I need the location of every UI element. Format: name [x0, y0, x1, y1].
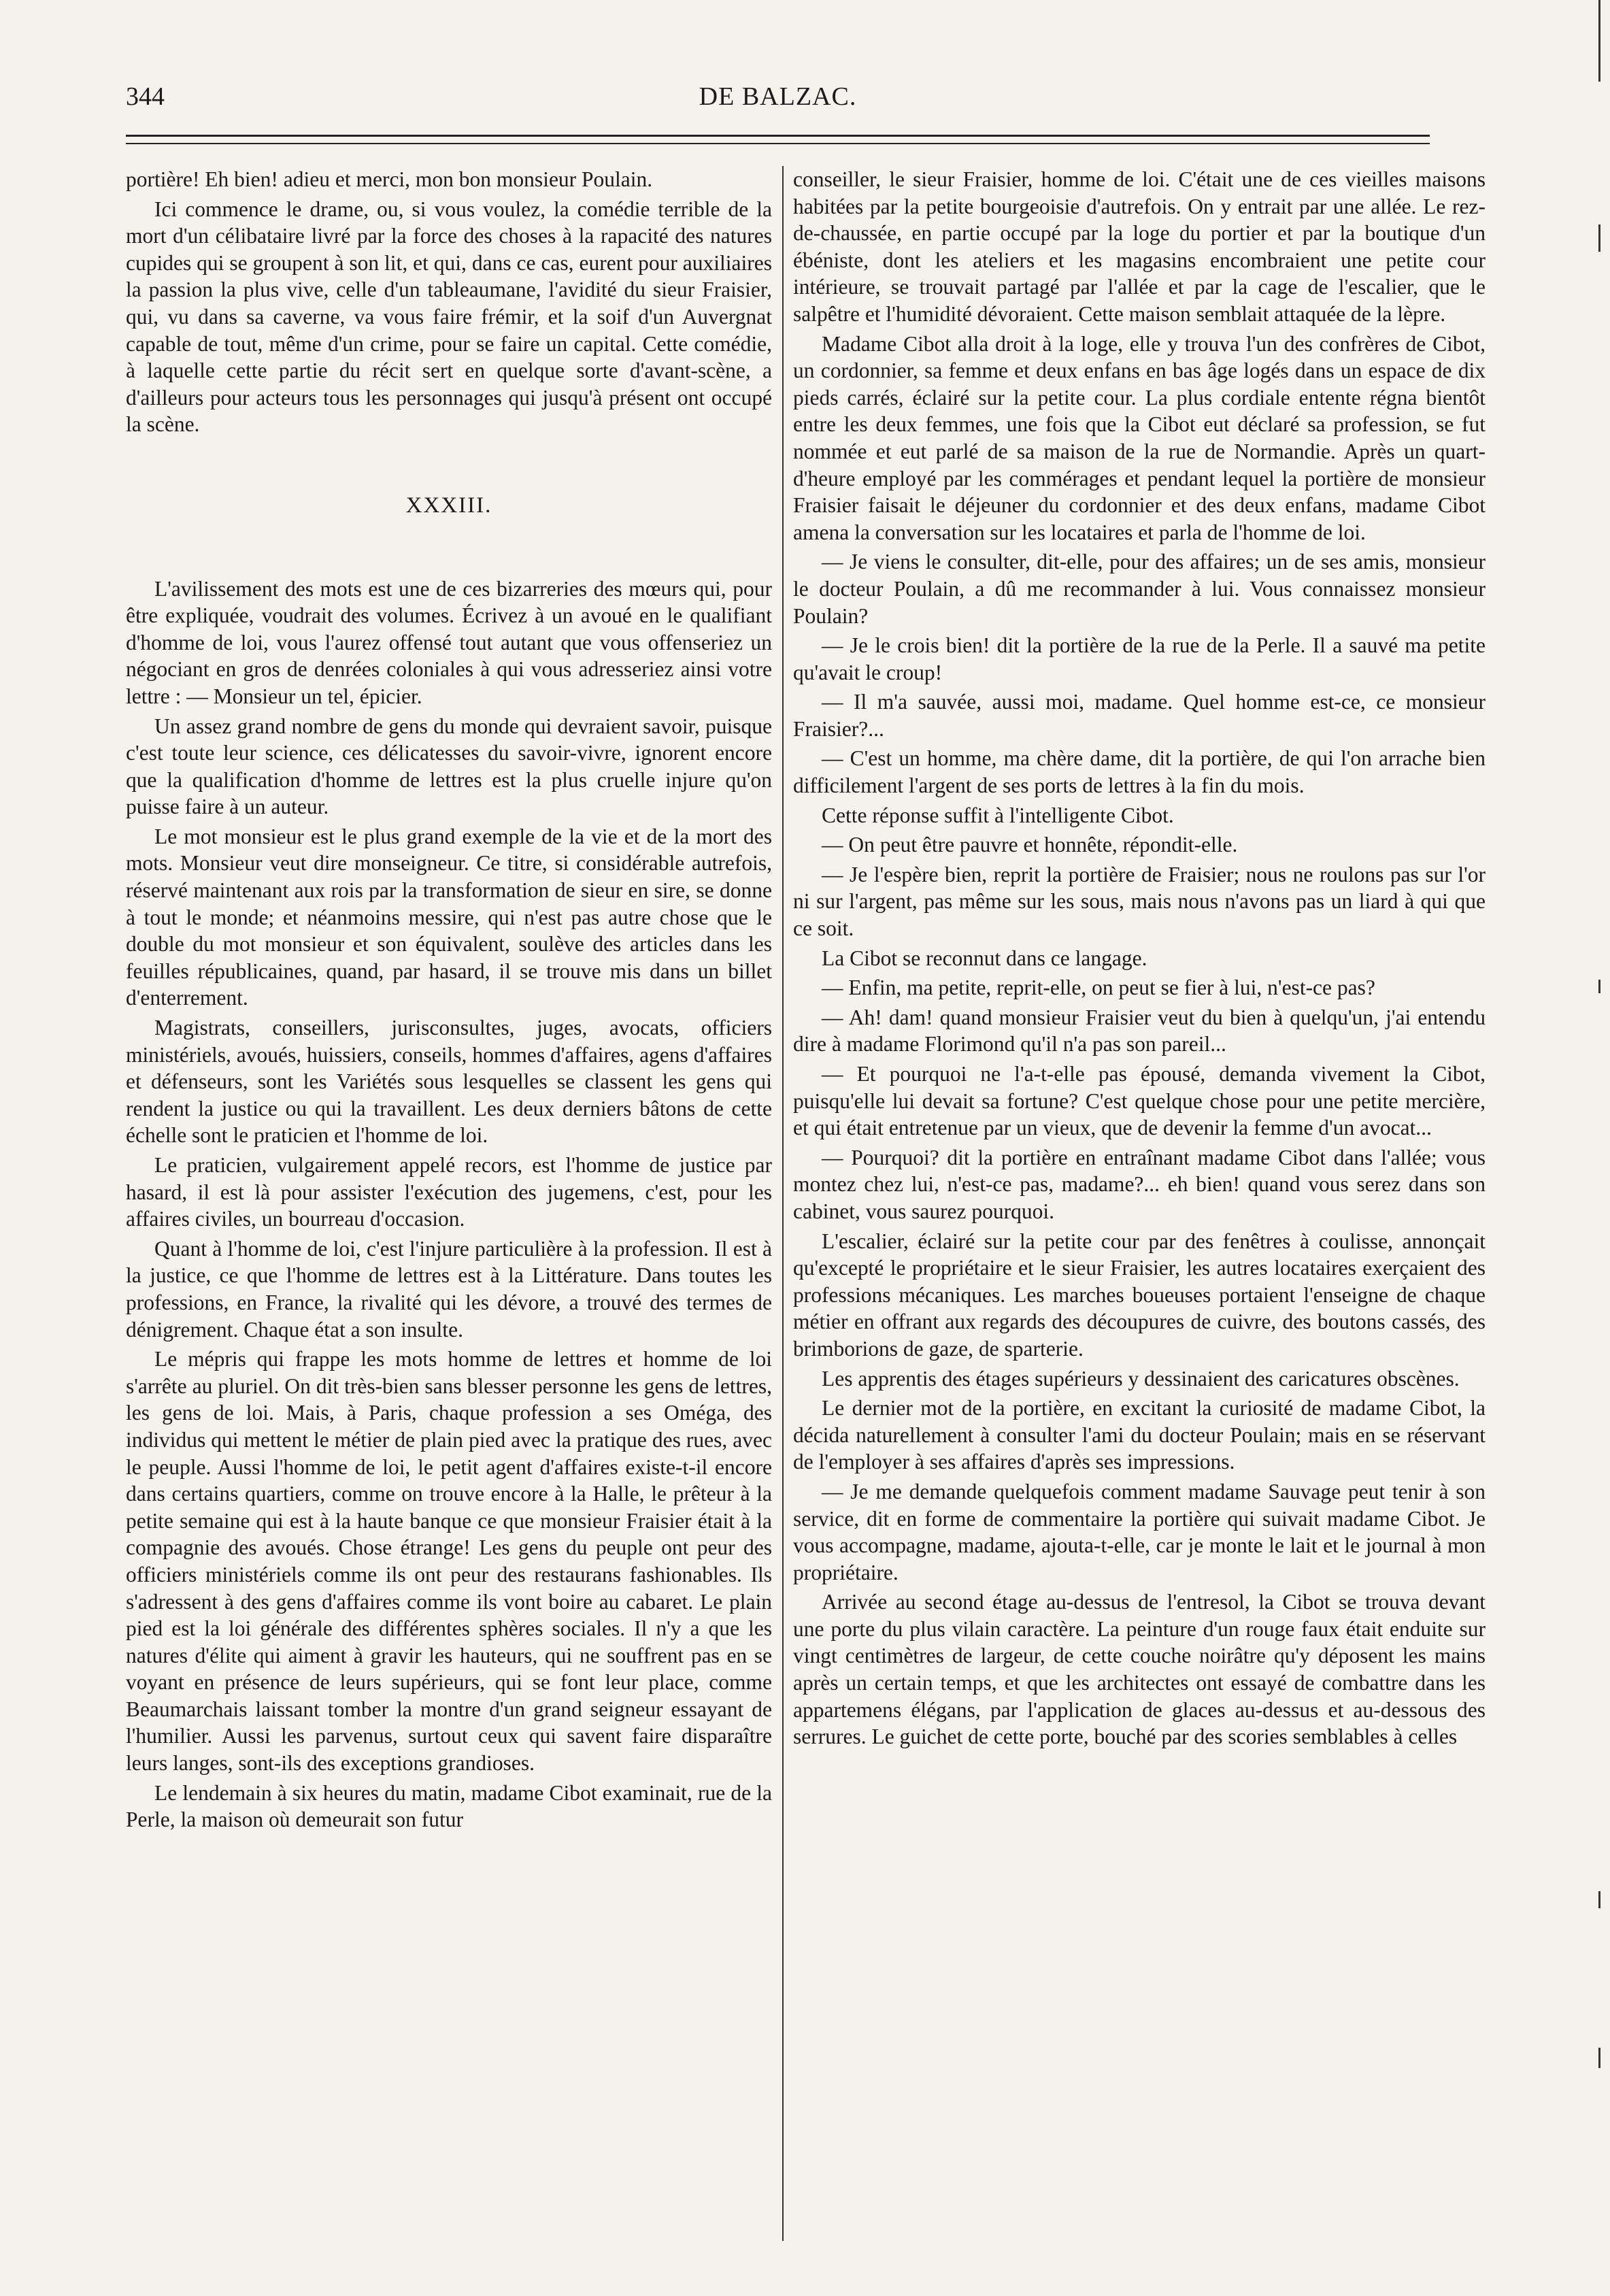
paragraph: Le lendemain à six heures du matin, madame Cibot examinait, rue de la Perle, la maison où demeurait son futur	[126, 1780, 772, 1832]
paragraph: portière! Eh bien! adieu et merci, mon bon monsieur Poulain.	[126, 167, 653, 191]
page-header	[126, 82, 1430, 122]
paragraph: — Pourquoi? dit la portière en entraînant madame Cibot dans l'allée; vous montez chez lui, n'est-ce pas, madame?... eh bien! quand vous serez dans son cabinet, vous saurez pourquoi.	[793, 1145, 1486, 1223]
paragraph: Le mot monsieur est le plus grand exemple de la vie et de la mort des mots. Monsieur veut dire monseigneur. Ce titre, si considérable autrefois, réservé maintenant aux rois par la transformation de sieur en sire, se donne à tout le monde; et néanmoins messire, qui n'est pas autre chose que le double du mot monsieur et son équivalent, soulève des articles dans les feuilles républicaines, quand, par hasard, il se trouve mis dans un billet d'enterrement.	[126, 824, 772, 1010]
scan-edge-marks	[1584, 0, 1605, 2296]
right-column	[793, 166, 1486, 1753]
paragraph: — Je l'espère bien, reprit la portière de Fraisier; nous ne roulons pas sur l'or ni sur l'argent, pas même sur les sous, mais nous n'avons pas un liard à qui que ce soit.	[793, 862, 1486, 941]
paragraph: — On peut être pauvre et honnête, répondit-elle.	[822, 833, 1238, 857]
paragraph: — C'est un homme, ma chère dame, dit la portière, de qui l'on arrache bien difficilement l'argent de ses ports de lettres à la fin du mois.	[793, 746, 1486, 798]
paragraph: — Je le crois bien! dit la portière de la rue de la Perle. Il a sauvé ma petite qu'avait le croup!	[793, 633, 1486, 684]
paragraph: — Je me demande quelquefois comment madame Sauvage peut tenir à son service, dit en forme de commentaire la portière qui suivait madame Cibot. Je vous accompagne, madame, ajouta-t-elle, car je monte le lait et le journal à mon propriétaire.	[793, 1479, 1486, 1584]
paragraph: conseiller, le sieur Fraisier, homme de loi. C'était une de ces vieilles maisons habitées par la petite bourgeoisie d'autrefois. On y entrait par une allée. Le rez-de-chaussée, en partie occupé par la loge du portier et par la boutique d'un ébéniste, dont les ateliers et les magasins encombraient une petite cour intérieure, se trouvait partagé par l'allée et par la cage de l'escalier, que le salpêtre et l'humidité dévoraient. Cette maison semblait attaquée de la lèpre.	[793, 167, 1486, 326]
paragraph: La Cibot se reconnut dans ce langage.	[822, 946, 1147, 970]
paragraph: — Et pourquoi ne l'a-t-elle pas épousé, demanda vivement la Cibot, puisqu'elle lui devait sa fortune? C'est quelque chose pour une petite mercière, et qui était entretenue par un vieux, que de devenir la femme d'un avocat...	[793, 1062, 1486, 1140]
paragraph: Le praticien, vulgairement appelé recors, est l'homme de justice par hasard, il est là pour assister l'exécution des jugemens, c'est, pour les affaires civiles, un bourreau d'occasion.	[126, 1153, 772, 1231]
header-rule-bottom	[126, 143, 1430, 144]
paragraph: Les apprentis des étages supérieurs y dessinaient des caricatures obscènes.	[822, 1366, 1460, 1391]
page-number: 344	[126, 82, 165, 111]
header-rule-top	[126, 135, 1430, 137]
paragraph: Un assez grand nombre de gens du monde qui devraient savoir, puisque c'est toute leur science, ces délicatesses du savoir-vivre, ignorent encore que la qualification d'homme de lettres est la plus cruelle injure qu'on puisse faire à un auteur.	[126, 714, 772, 819]
paragraph: L'avilissement des mots est une de ces bizarreries des mœurs qui, pour être expliquée, voudrait des volumes. Écrivez à un avoué en le qualifiant d'homme de loi, vous l'aurez offensé tout autant que vous offenseriez un négociant en gros de denrées coloniales à qui vous adresseriez ainsi votre lettre : — Monsieur un tel, épicier.	[126, 576, 772, 708]
column-divider	[782, 166, 784, 2241]
running-title: DE BALZAC.	[699, 82, 857, 111]
paragraph: Quant à l'homme de loi, c'est l'injure particulière à la profession. Il est à la justice, ce que l'homme de lettres est à la Littérature. Dans toutes les professions, en France, la rivalité qui les dévore, a trouvé des termes de dénigrement. Chaque état a son insulte.	[126, 1236, 772, 1342]
paragraph: — Ah! dam! quand monsieur Fraisier veut du bien à quelqu'un, j'ai entendu dire à madame Florimond qu'il n'a pas son pareil...	[793, 1005, 1486, 1057]
paragraph: Madame Cibot alla droit à la loge, elle y trouva l'un des confrères de Cibot, un cordonnier, sa femme et deux enfans en bas âge logés dans un espace de dix pieds carrés, éclairé sur la petite cour. La plus cordiale entente régna bientôt entre les deux femmes, une fois que la Cibot eut déclaré sa profession, se fut nommée et eut parlé de sa maison de la rue de Normandie. Après un quart-d'heure employé par les commérages et pendant lequel la portière de monsieur Fraisier faisait le déjeuner du cordonnier et des deux enfans, madame Cibot amena la conversation sur les locataires et parla de l'homme de loi.	[793, 331, 1486, 544]
paragraph: Magistrats, conseillers, jurisconsultes, juges, avocats, officiers ministériels, avoués, huissiers, conseils, hommes d'affaires, agens d'affaires et défenseurs, sont les Variétés sous lesquelles se classent les gens qui rendent la justice ou qui la travaillent. Les deux derniers bâtons de cette échelle sont le praticien et l'homme de loi.	[126, 1016, 772, 1148]
paragraph: Le mépris qui frappe les mots homme de lettres et homme de loi s'arrête au pluriel. On dit très-bien sans blesser personne les gens de lettres, les gens de loi. Mais, à Paris, chaque profession a ses Oméga, des individus qui mettent le métier de plain pied avec la pratique des rues, avec le peuple. Aussi l'homme de loi, le petit agent d'affaires existe-t-il encore dans certains quartiers, comme on trouve encore à la Halle, le prêteur à la petite semaine qui est à la haute banque ce que monsieur Fraisier était à la compagnie des avoués. Chose étrange! Les gens du peuple ont peur des officiers ministériels comme ils ont peur des restaurans fashionables. Ils s'adressent à des gens d'affaires comme ils vont boire au cabaret. Le plain pied est la loi générale des différentes sphères sociales. Il n'y a que les natures d'élite qui aiment à gravir les hauteurs, qui ne souffrent pas en se voyant en présence de leurs supérieurs, qui se font leur place, comme Beaumarchais laissant tomber la montre d'un grand seigneur essayant de l'humilier. Aussi les parvenus, surtout ceux qui savent faire disparaître leurs langes, sont-ils des exceptions grandioses.	[126, 1347, 772, 1776]
paragraph: Ici commence le drame, ou, si vous voulez, la comédie terrible de la mort d'un célibataire livré par la force des choses à la rapacité des natures cupides qui se groupent à son lit, et qui, dans ce cas, eurent pour auxiliaires la passion la plus vive, celle d'un tableaumane, l'avidité du sieur Fraisier, qui, vu dans sa caverne, va vous faire frémir, et la soif d'un Auvergnat capable de tout, même d'un crime, pour se faire un capital. Cette comédie, à laquelle cette partie du récit sert en quelque sorte d'avant-scène, a d'ailleurs pour acteurs tous les personnages qui jusqu'à présent ont occupé la scène.	[126, 197, 772, 437]
paragraph: Arrivée au second étage au-dessus de l'entresol, la Cibot se trouva devant une porte du plus vilain caractère. La peinture d'un rouge faux était enduite sur vingt centimètres de largeur, de cette couche noirâtre qu'y déposent les mains après un certain temps, et que les architectes ont essayé de combattre dans les appartemens élégans, par l'application de glaces au-dessus et au-dessous des serrures. Le guichet de cette porte, bouché par des scories semblables à celles	[793, 1590, 1486, 1749]
chapter-heading: XXXIII.	[405, 493, 492, 518]
paragraph: Le dernier mot de la portière, en excitant la curiosité de madame Cibot, la décida naturellement à consulter l'ami du docteur Poulain; mais en se réservant de l'employer à ses affaires d'après ses impressions.	[793, 1396, 1486, 1474]
left-column	[126, 166, 772, 1836]
paragraph: — Enfin, ma petite, reprit-elle, on peut se fier à lui, n'est-ce pas?	[822, 976, 1375, 1000]
paragraph: Cette réponse suffit à l'intelligente Cibot.	[822, 803, 1174, 827]
paragraph: — Il m'a sauvée, aussi moi, madame. Quel homme est-ce, ce monsieur Fraisier?...	[793, 690, 1486, 741]
paragraph: — Je viens le consulter, dit-elle, pour des affaires; un de ses amis, monsieur le docteur Poulain, a dû me recommander à lui. Vous connaissez monsieur Poulain?	[793, 550, 1486, 628]
paragraph: L'escalier, éclairé sur la petite cour par des fenêtres à coulisse, annonçait qu'excepté le propriétaire et le sieur Fraisier, les autres locataires exerçaient des professions mécaniques. Les marches boueuses portaient l'enseigne de chaque métier en offrant aux regards des découpures de cuivre, des boutons cassés, des brimborions de gaze, de sparterie.	[793, 1229, 1486, 1361]
